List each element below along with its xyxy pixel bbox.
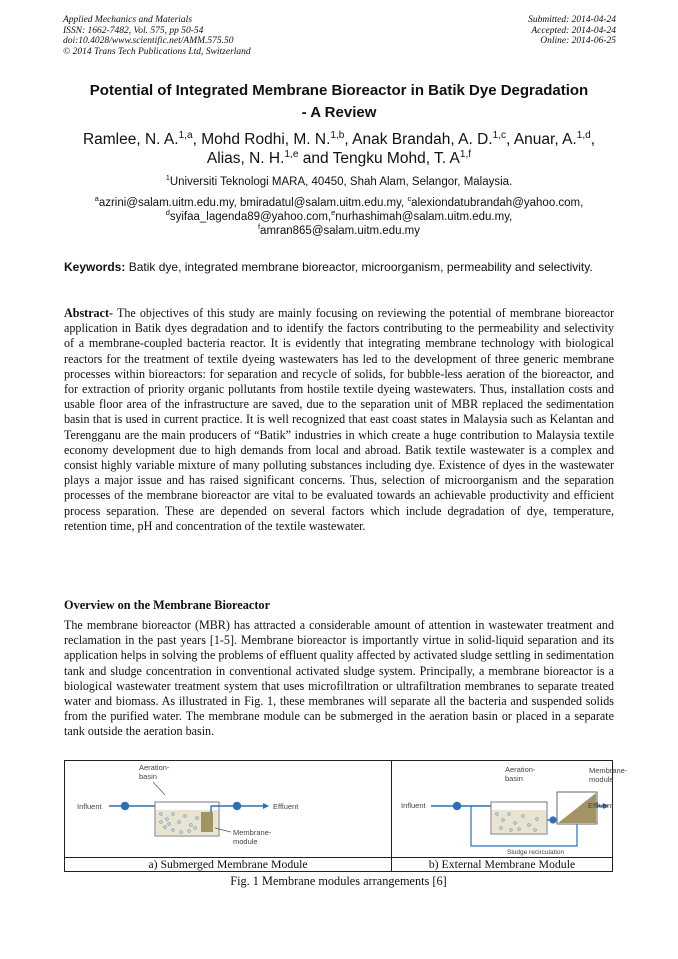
email-link[interactable]: nurhashimah@salam.uitm.edu.my, xyxy=(335,211,513,223)
accepted-date: Accepted: 2014-04-24 xyxy=(531,25,616,36)
panel-b-caption: b) External Membrane Module xyxy=(428,857,576,871)
journal-name: Applied Mechanics and Materials xyxy=(63,15,193,25)
author-line1 xyxy=(64,130,614,149)
section-heading: Overview on the Membrane Bioreactor xyxy=(64,598,271,612)
membrane-module-label: Membrane- xyxy=(589,766,628,775)
email-sup: c xyxy=(407,194,412,204)
email-sup: e xyxy=(331,208,336,218)
influent-label: Influent xyxy=(401,801,426,810)
author-line2 xyxy=(64,149,614,168)
author-name: Mohd Rodhi, M. N. xyxy=(201,131,331,148)
aeration-basin-label: basin xyxy=(139,772,157,781)
figure-table xyxy=(64,760,628,872)
feed-pump-icon xyxy=(549,816,556,823)
author-sup: 1,e xyxy=(284,148,299,160)
submitted-date: Submitted: 2014-04-24 xyxy=(528,15,616,25)
figure-caption: Fig. 1 Membrane modules arrangements [6] xyxy=(230,874,447,888)
author-list xyxy=(64,130,614,168)
author-sup: 1,c xyxy=(492,129,507,141)
journal-doi[interactable]: doi:10.4028/www.scientific.net/AMM.575.50 xyxy=(63,36,234,47)
overview-paragraph: The membrane bioreactor (MBR) has attracted a considerable amount of attention in wastewater treatment and reclamation in the past years [1-5]. Membrane bioreactor is importantly virtue in solid-liquid separation and its application helps in solving the problems of effluent quality affected by activated sludge settling in sedimentation tank and sludge concentration in conventional activated sludge system. Principally, a membrane bioreactor is a biological wastewater treatment system that uses microfiltration or ultrafiltration membranes to separate treated water and biomass. As illustrated in Fig. 1, these membranes will separate all the bacteria and suspended solids from the purified water. The membrane module can be submerged in the aeration basin or placed in a separate tank outside the aeration basin. xyxy=(64,618,614,739)
author-separator: , xyxy=(344,131,349,148)
abstract xyxy=(64,306,614,534)
email-sup: a xyxy=(94,194,99,204)
email-line1 xyxy=(64,196,614,210)
author-separator: , xyxy=(506,131,511,148)
keywords-label: Keywords: xyxy=(64,260,126,274)
sludge-recirculation-label: Sludge recirculation xyxy=(507,849,565,856)
membrane-module-icon xyxy=(201,812,213,832)
author-separator: , xyxy=(590,131,596,148)
email-link[interactable]: alexiondatubrandah@yahoo.com, xyxy=(411,197,584,209)
abstract-label: Abstract- xyxy=(64,306,114,320)
author-name: Tengku Mohd, T. A xyxy=(332,150,460,167)
author-and: and xyxy=(302,150,329,167)
external-membrane-diagram xyxy=(395,762,628,856)
affiliation xyxy=(64,175,614,189)
affiliation-text: Universiti Teknologi MARA, 40450, Shah Alam, Selangor, Malaysia. xyxy=(169,176,513,188)
paper-title xyxy=(64,80,614,124)
membrane-module-label: Membrane- xyxy=(233,828,272,837)
author-sup: 1,d xyxy=(576,129,591,141)
journal-header-info xyxy=(63,15,251,57)
aeration-basin-label: Aeration- xyxy=(139,763,170,772)
affiliation-sup: 1 xyxy=(165,173,170,183)
arrow-icon xyxy=(263,803,269,809)
email-line2 xyxy=(64,210,614,224)
author-name: Anuar, A. xyxy=(513,131,577,148)
effluent-label: Effluent xyxy=(273,802,299,811)
paper-title-line1: Potential of Integrated Membrane Bioreactor in Batik Dye Degradation xyxy=(89,82,589,99)
effluent-pump-icon xyxy=(233,802,241,810)
email-sup: d xyxy=(165,208,170,218)
publication-dates xyxy=(528,15,616,47)
membrane-module-label: module xyxy=(233,837,258,846)
email-sup: f xyxy=(257,222,261,232)
membrane-module-label: module xyxy=(589,775,614,784)
author-emails xyxy=(64,196,614,238)
aeration-basin-label: basin xyxy=(505,774,523,783)
author-sup: 1,b xyxy=(330,129,345,141)
aeration-basin-label: Aeration- xyxy=(505,765,536,774)
author-separator: , xyxy=(192,131,197,148)
author-sup: 1,a xyxy=(178,129,193,141)
panel-a-caption: a) Submerged Membrane Module xyxy=(148,857,308,871)
paper-title-line2: - A Review xyxy=(301,104,377,121)
journal-copyright: © 2014 Trans Tech Publications Ltd, Switzerland xyxy=(63,46,251,57)
author-name: Anak Brandah, A. D. xyxy=(352,131,493,148)
author-name: Ramlee, N. A. xyxy=(82,131,179,148)
keywords xyxy=(64,260,614,275)
influent-pump-icon xyxy=(453,802,461,810)
effluent-label: Effluent xyxy=(588,801,614,810)
online-date: Online: 2014-06-25 xyxy=(540,36,616,47)
email-link[interactable]: azrini@salam.uitm.edu.my, xyxy=(98,197,237,209)
author-sup: 1,f xyxy=(459,148,472,160)
email-link[interactable]: bmiradatul@salam.uitm.edu.my, xyxy=(240,197,405,209)
email-link[interactable]: amran865@salam.uitm.edu.my xyxy=(260,225,421,237)
email-line3 xyxy=(64,224,614,238)
influent-pump-icon xyxy=(121,802,129,810)
journal-issn: ISSN: 1662-7482, Vol. 575, pp 50-54 xyxy=(63,25,204,36)
aeration-basin-leader xyxy=(153,782,165,795)
submerged-membrane-diagram xyxy=(69,762,387,856)
author-name: Alias, N. H. xyxy=(206,150,285,167)
tank-water xyxy=(492,810,546,833)
abstract-text: The objectives of this study are mainly focusing on reviewing the potential of membrane bioreactor application in Batik dyes degradation and to identify the factors contributing to the permeability and selectivity of a membrane-coupled bacteria reactor. It is evidently that integrating membrane technology with biological reactors for the treatment of textile dyeing wastewaters has led to the development of three generic membrane processes within bioreactors: for separation and recycle of solids, for bubble-less aeration of the bioreactor, and for extraction of priority organic pollutants from hostile textile dyeing wastewaters. Thus, installation costs and usable floor area of the infrastructure are saved, due to the separation unit of MBR replaced the sedimentation basin that is used in current practice. It is well recognized that east coast states in Malaysia such as Kelantan and Terengganu are the main producers of “Batik” industries in which create a huge contribution to Malaysia textile economy development due to high demands from local and abroad. Batik textile wastewater is a complex and consist highly variable mixture of many polluting substances including dye. Existence of dyes in the wastewater plays a major issue and has raised significant concerns. Thus, selection of microorganism and the separation processes of the membrane bioreactor are vital to be evaluated towards an achievable productivity and efficient process separation. These are depended on several factors which include degradation of dye, temperature, retention time, pH and concentration of the textile wastewater. xyxy=(64,306,615,533)
email-link[interactable]: syifaa_lagenda89@yahoo.com, xyxy=(169,211,332,223)
influent-label: Influent xyxy=(77,802,102,811)
figure-divider xyxy=(391,761,392,871)
keywords-text: Batik dye, integrated membrane bioreactor, microorganism, permeability and selectivity. xyxy=(128,260,593,274)
